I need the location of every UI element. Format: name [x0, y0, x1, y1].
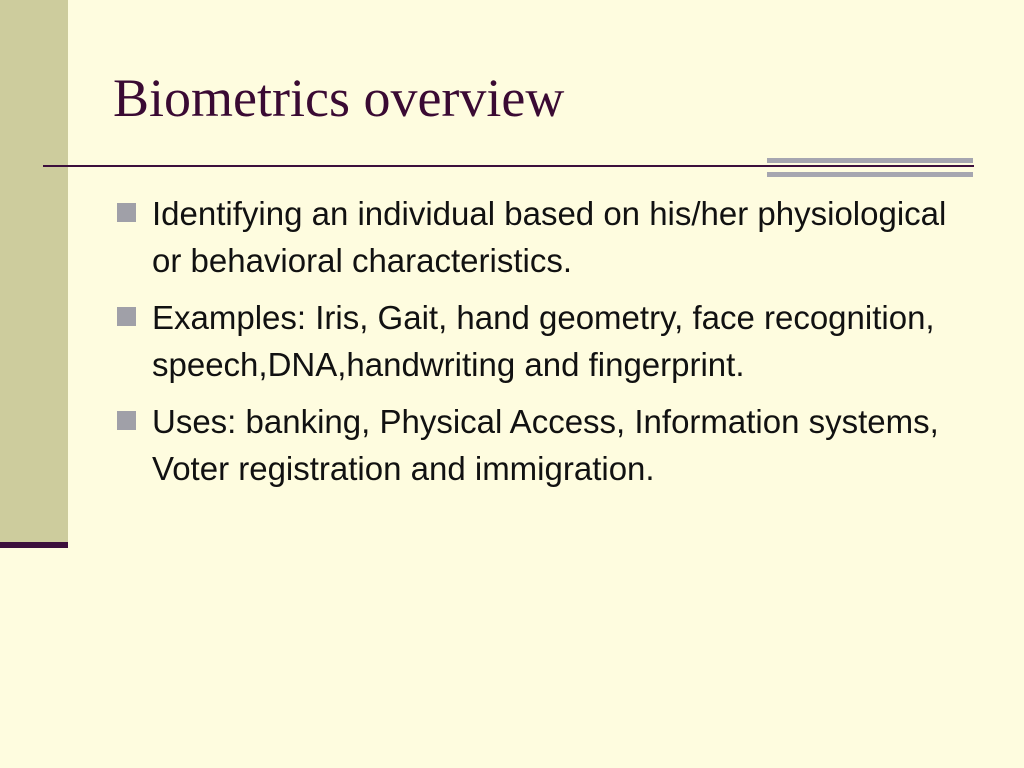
slide-title: Biometrics overview	[113, 68, 565, 128]
bullet-item	[0, 190, 1000, 284]
square-bullet-icon	[117, 307, 136, 326]
bullet-item	[0, 294, 1000, 388]
bullet-text: Uses: banking, Physical Access, Information systems, Voter registration and immigration.	[152, 403, 939, 487]
square-bullet-icon	[117, 203, 136, 222]
accent-bar-top	[767, 158, 973, 163]
accent-bar-bottom	[767, 172, 973, 177]
square-bullet-icon	[117, 411, 136, 430]
title-divider	[43, 165, 974, 167]
bullet-item	[0, 398, 1000, 492]
left-band-underline	[0, 542, 68, 548]
bullet-list	[0, 190, 1000, 502]
bullet-text: Examples: Iris, Gait, hand geometry, face recognition, speech,DNA,handwriting and fingerprint.	[152, 299, 935, 383]
bullet-text: Identifying an individual based on his/her physiological or behavioral characteristics.	[152, 195, 947, 279]
